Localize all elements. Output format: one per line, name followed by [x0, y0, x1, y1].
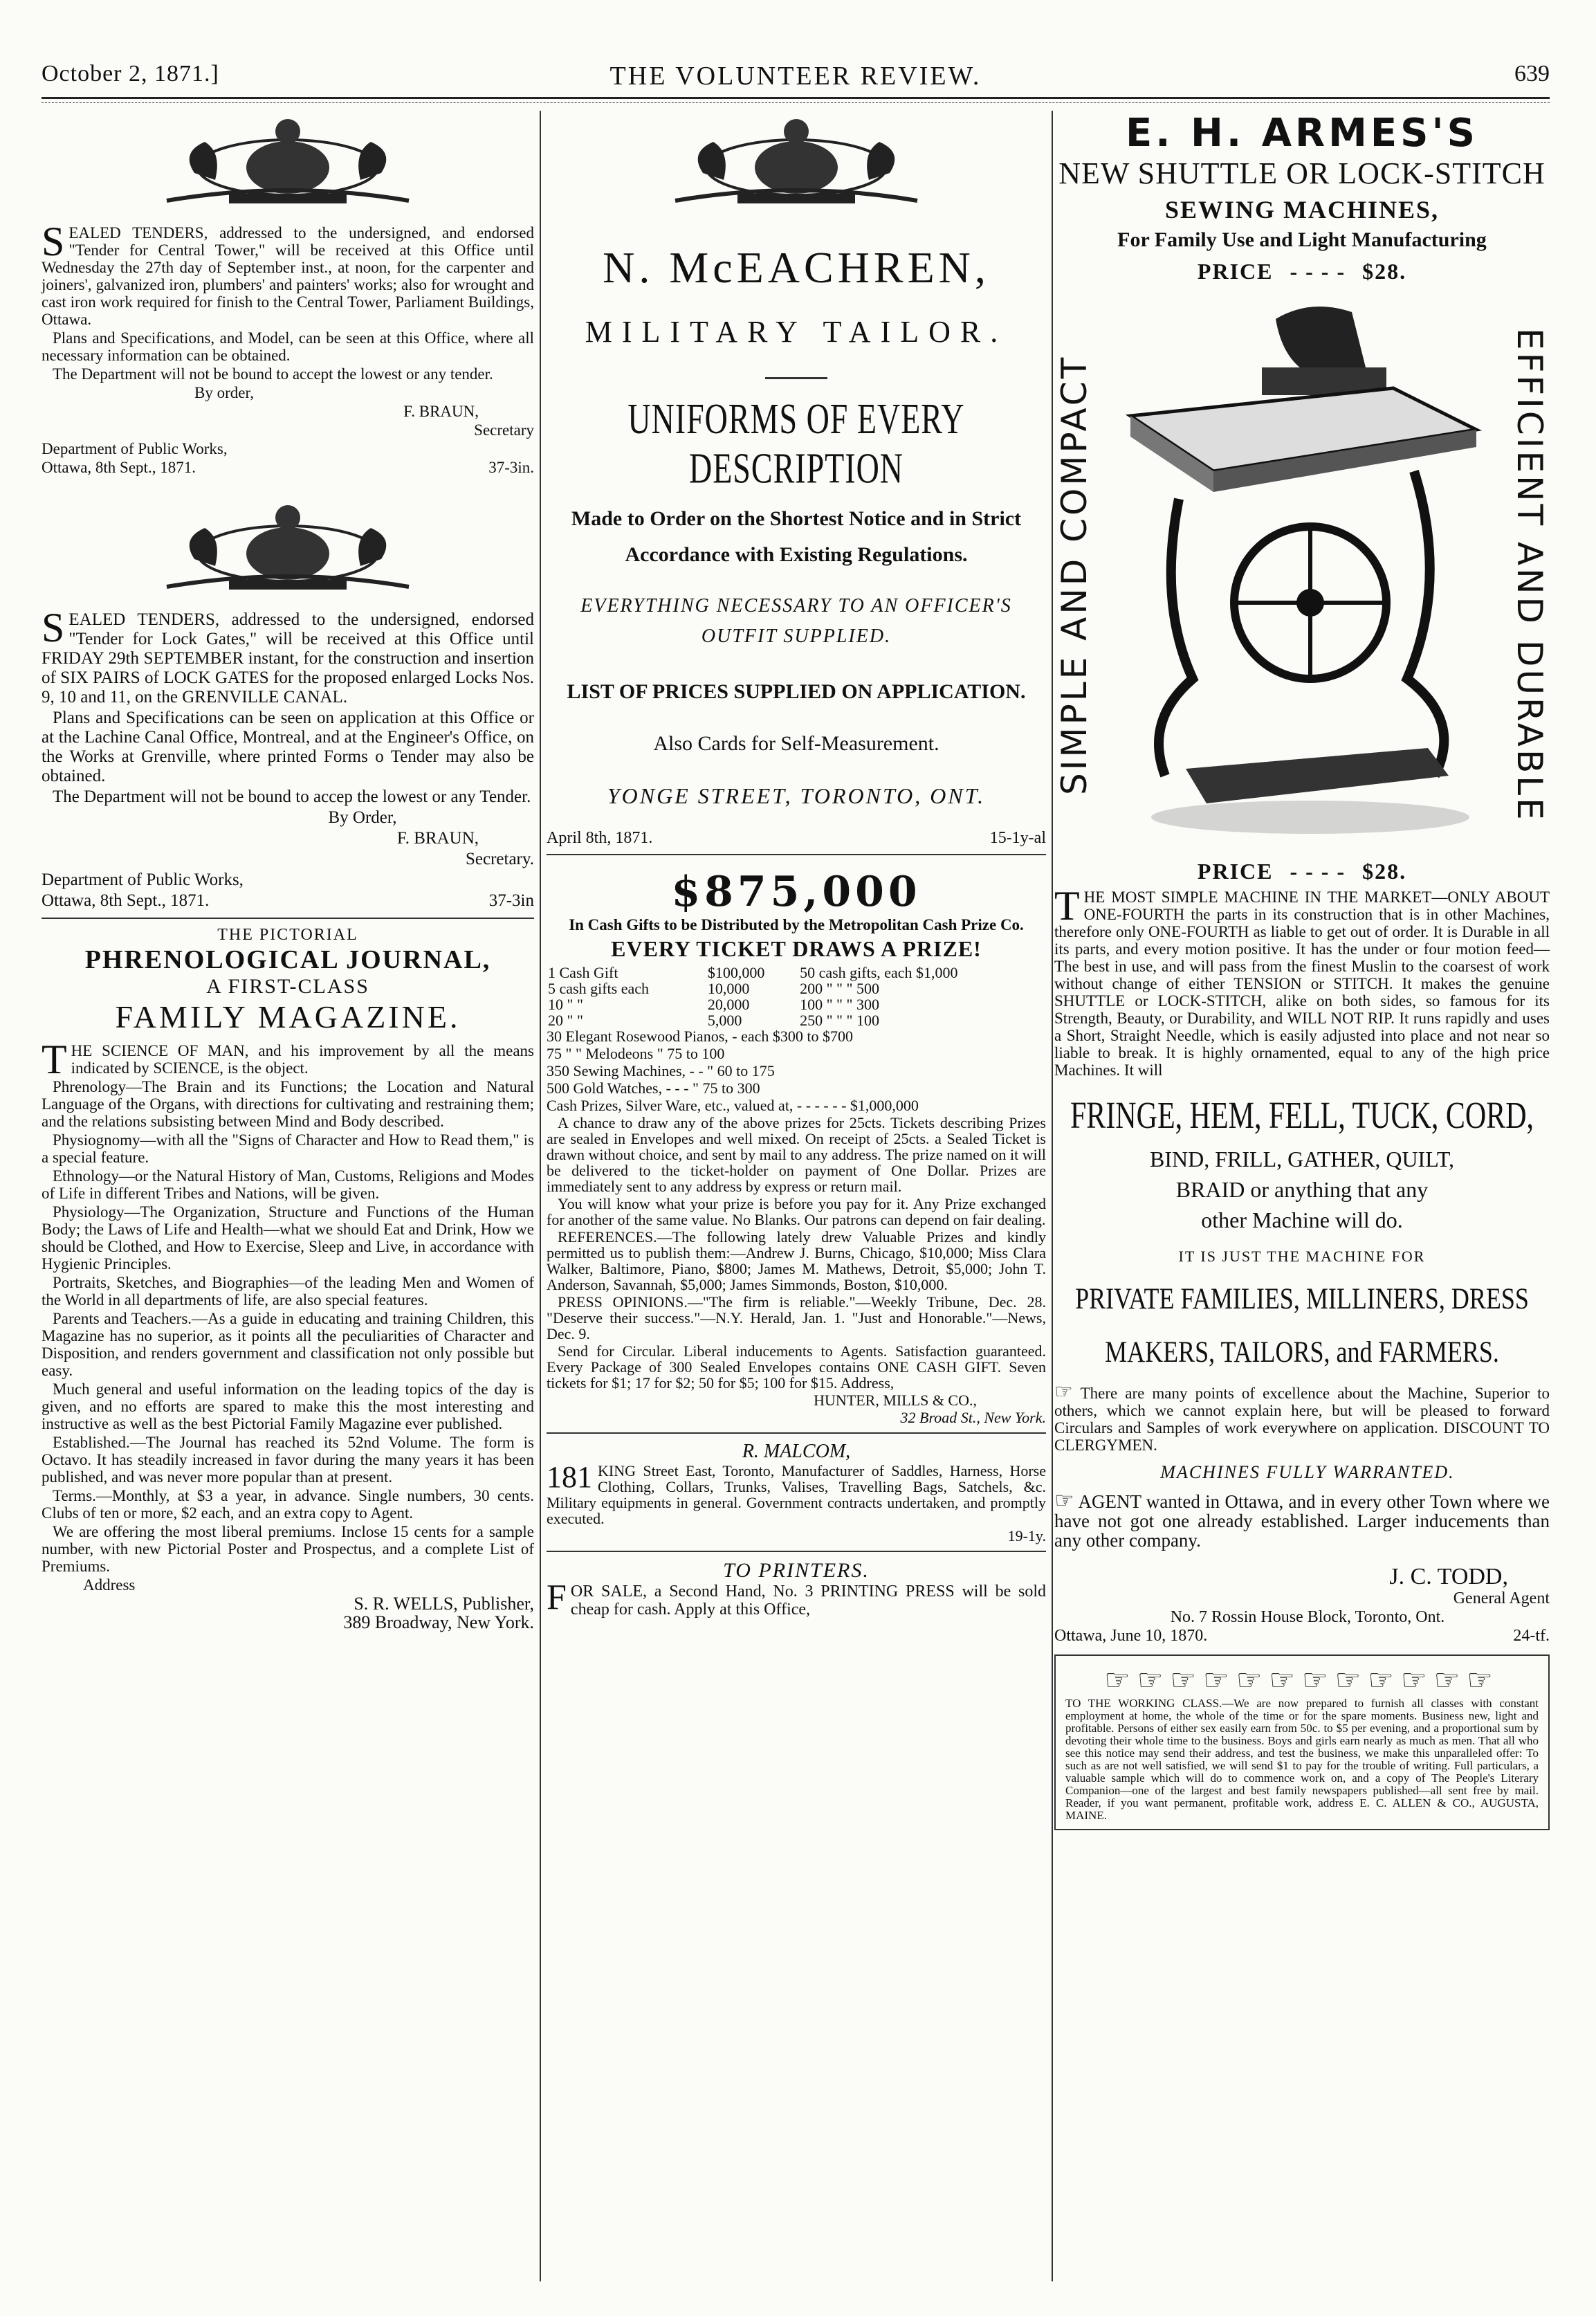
sewing-machine-illustration: SIMPLE AND COMPACT EFFICIENT AND DURABLE	[1054, 291, 1550, 859]
royal-arms-emblem	[139, 111, 437, 215]
tailor-name: N. McEACHREN,	[603, 243, 990, 292]
divider	[547, 854, 1046, 855]
prize-table: 1 Cash Gift $100,000 50 cash gifts, each $1,000 5 cash gifts each 10,000 200 " " " 500 10 " " 20,000 100 " " " 300 20 " " 5,000 250 " " " 100	[548, 964, 958, 1029]
tailor-ad: N. McEACHREN, MILITARY TAILOR. UNIFORMS OF EVERY DESCRIPTION Made to Order on the Shortest Notice and in Strict Accordance with Existing Regulations. EVERYTHING NECESSARY TO AN OFFICER'S OUTFIT SUPPLIED. LIST OF PRICES SUPPLIED ON APPLICATION. Also Cards for Self-Measurement. YONGE STREET, TORONTO, ONT. April 8th, 1871. 15-1y-al	[547, 243, 1046, 847]
pointing-hand-icon: ☞	[1054, 1488, 1074, 1513]
price-line: PRICE - - - - $28.	[1197, 259, 1407, 284]
divider	[547, 1432, 1046, 1434]
hand-icons-row: ☞☞☞☞☞☞☞☞☞☞☞☞	[1104, 1665, 1500, 1697]
machine-description: THE MOST SIMPLE MACHINE IN THE MARKET—ONLY ABOUT ONE-FOURTH the parts in its construction that is in other Machines, therefore only ONE-FOURTH as liable to get out of order. It is Durable in all its parts, and every motion positive. It has the under or four motion feed—The best in use, and will pass from the finest Muslin to the coarsest of work without change of either TENSION or STITCH. It makes the genuine SHUTTLE or LOCK-STITCH, alike on both sides, so famous for its Strength, Beauty, or Durability, and WILL NOT RIP. It runs rapidly and uses a Short, Straight Needle, which is easily adjusted into place and not near so liable to break. It is highly ornamented, equal to any of the high price Machines. It will	[1054, 883, 1550, 1079]
divider	[42, 918, 534, 919]
pointing-hand-icon: ☞	[1054, 1380, 1073, 1403]
divider	[547, 1551, 1046, 1552]
masthead: THE VOLUNTEER REVIEW.	[609, 62, 982, 91]
printers-ad: TO PRINTERS. FOR SALE, a Second Hand, No. 3 PRINTING PRESS will be sold cheap for cash. Apply at this Office,	[547, 1559, 1046, 1619]
tender-ad-lock-gates: SEALED TENDERS, addressed to the undersigned, endorsed "Tender for Lock Gates," will be received at this Office until FRIDAY 29th SEPTEMBER instant, for the construction and insertion of SIX PAIRS of LOCK GATES for the proposed enlarged Locks Nos. 9, 10 and 11, on the GRENVILLE CANAL. Plans and Specifications can be seen on application at this Office or at the Lachine Canal Office, Montreal, and at the Engineer's Office, on the Works at Grenville, where printed Forms o Tender may also be obtained. The Department will not be bound to accep the lowest or any Tender. By Order, F. BRAUN, Secretary. Department of Public Works, Ottawa, 8th Sept., 1871. 37-3in	[42, 605, 534, 910]
lottery-ad: $875,000 In Cash Gifts to be Distributed by the Metropolitan Cash Prize Co. EVERY TICKET DRAWS A PRIZE! 1 Cash Gift $100,000 50 cash gifts, each $1,000 5 cash gifts each 10,000 200 " " " 500 10 " " 20,000 100 " " " 300 20 " " 5,000 250 " " " 100 30 Elegant Rosewood Pianos, - each $300 to $700 75 " " Melodeons " 75 to 100 350 Sewing Machines, - - " 60 to 175 500 Gold Watches, - - - " 75 to 300 Cash Prizes, Silver Ware, etc., valued at, - - - - - - $1,000,000 A chance to draw any of the above prizes for 25cts. Tickets describing Prizes are sealed in Envelopes and well mixed. On receipt of 25cts. a Sealed Ticket is drawn without choice, and sent by mail to any address. The prize named on it will be delivered to the ticket-holder on payment of One Dollar. Prizes are immediately sent to any address by express or return mail. You will know what your prize is before you pay for it. Any Prize exchanged for another of the same value. No Blanks. Our patrons can depend on fair dealing. REFERENCES.—The following lately drew Valuable Prizes and kindly permitted us to publish them:—Andrew J. Burns, Chicago, $10,000; Miss Clara Walker, Baltimore, Piano, $800; James M. Mathews, Detroit, $5,000; John T. Anderson, Savannah, $5,000; James Simmonds, Boston, $10,000. PRESS OPINIONS.—"The firm is reliable."—Weekly Tribune, Dec. 28. "Deserve their success."—N.Y. Herald, Jan. 1. "Just and Honorable."—News, Dec. 9. Send for Circular. Liberal inducements to Agents. Satisfaction guaranteed. Every Package of 300 Sealed Envelopes contains ONE CASH GIFT. Seven tickets for $1; 17 for $2; 50 for $5; 100 for $15. Address, HUNTER, MILLS & CO., 32 Broad St., New York.	[547, 868, 1046, 1426]
malcom-ad: R. MALCOM, 181 KING Street East, Toronto, Manufacturer of Saddles, Harness, Horse Clothing, Collars, Trunks, Valises, Travelling Bags, Satchels, &c. Military equipments in general. Government contracts undertaken, and promptly executed. 19-1y.	[547, 1441, 1046, 1544]
phrenological-journal-ad: THE PICTORIAL PHRENOLOGICAL JOURNAL, A FIRST-CLASS FAMILY MAGAZINE. THE SCIENCE OF MAN, and his improvement by all the means indicated by SCIENCE, is the object. Phrenology—The Brain and its Functions; the Location and Natural Language of the Organs, with directions for cultivating and restraining them; and the relations subsisting between Mind and Body described. Physiognomy—with all the "Signs of Character and How to Read them," is a special feature. Ethnology—or the Natural History of Man, Customs, Religions and Modes of Life in different Tribes and Nations, will be given. Physiology—The Organization, Structure and Functions of the Human Body; the Laws of Life and Health—what we should Eat and Drink, How we should be Clothed, and How to Exercise, Sleep and Live, in accordance with Hygienic Principles. Portraits, Sketches, and Biographies—of the leading Men and Women of the World in all departments of life, are also special features. Parents and Teachers.—As a guide in educating and training Children, this Magazine has no superior, as it points all the peculiarities of Character and Disposition, and renders government and classification not only possible but easy. Much general and useful information on the leading topics of the day is given, and no efforts are spared to make this the most interesting and instructive as well as the best Pictorial Family Magazine ever published. Established.—The Journal has reached its 52nd Volume. The form is Octavo. It has steadily increased in favor during the many years it has been published, and was never more popular than at present. Terms.—Monthly, at $3 a year, in advance. Single numbers, 30 cents. Clubs of ten or more, $2 each, and an extra copy to Agent. We are offering the most liberal premiums. Inclose 15 cents for a sample number, with new Pictorial Poster and Prospectus, and a complete List of Premiums. Address S. R. WELLS, Publisher, 389 Broadway, New York.	[42, 926, 534, 1632]
header-rule	[42, 97, 1550, 99]
column-left	[42, 111, 534, 2281]
issue-date: October 2, 1871.]	[42, 61, 219, 86]
working-class-ad: ☞☞☞☞☞☞☞☞☞☞☞☞ TO THE WORKING CLASS.—We are now prepared to furnish all classes with constant employment at home, the whole of the time or for the spare moments. Business new, light and profitable. Persons of either sex easily earn from 50c. to $5 per evening, and a proportional sum by devoting their whole time to the business. Boys and girls earn nearly as much as men. That all who see this notice may send their address, and test the business, we make this unparalleled offer: To such as are not well satisfied, we will send $1 to pay for the trouble of writing. Full particulars, a valuable sample which will do to commence work on, and a copy of The People's Literary Companion—one of the largest and best family newspapers published—all sent free by mail. Reader, if you want permanent, profitable work, address E. C. ALLEN & CO., AUGUSTA, MAINE.	[1054, 1654, 1550, 1830]
column-middle	[547, 111, 1046, 2281]
page-number: 639	[1514, 61, 1550, 86]
price-line: PRICE - - - - $28.	[1197, 859, 1407, 884]
column-right: E. H. ARMES'S NEW SHUTTLE OR LOCK-STITCH SEWING MACHINES, For Family Use and Light Manufacturing PRICE - - - - $28. SIMPLE AND COMPACT EFFICIENT AND DURABLE PRICE - - - - $28. THE MOST SIMPLE MACHINE IN THE MARKET—ONLY ABOUT ONE-FOURTH the parts in its construction that is in other Machines, therefore only ONE-FOURTH as liable to get out of order. It is Durable in all its parts, and every motion positive. It has the under or four motion feed—The best in use, and will pass from the finest Muslin to the coarsest of work without change of either TENSION or STITCH. It makes the genuine SHUTTLE or LOCK-STITCH, alike on both sides, so famous for its Strength, Beauty, or Durability, and WILL NOT RIP. It runs rapidly and uses a Short, Straight Needle, which is easily adjusted into place and not near so liable to break. It is highly ornamented, equal to any of the high price Machines. It will FRINGE, HEM, FELL, TUCK, CORD, BIND, FRILL, GATHER, QUILT, BRAID or anything that any other Machine will do. IT IS JUST THE MACHINE FOR PRIVATE FAMILIES, MILLINERS, DRESS MAKERS, TAILORS, and FARMERS. ☞ There are many points of excellence about the Machine, Superior to others, which we cannot explain here, but will be pleased to forward Circulars and Samples of work everywhere on application. DISCOUNT TO CLERGYMEN. MACHINES FULLY WARRANTED. ☞ AGENT wanted in Ottawa, and in every other Town where we have not got one already established. Larger inducements than any other company. J. C. TODD, General Agent No. 7 Rossin House Block, Toronto, Ont. Ottawa, June 10, 1870. 24-tf. ☞☞☞☞☞☞☞☞☞☞☞☞ TO THE WORKING CLASS.—We are now prepared to furnish all classes with constant employment at home, the whole of the time or for the spare moments. Business new, light and profitable. Persons of either sex easily earn from 50c. to $5 per evening, and a proportional sum by devoting their whole time to the business. Boys and girls earn nearly as much as men. That all who see this notice may send their address, and test the business, we make this unparalleled offer: To such as are not well satisfied, we will send $1 to pay for the trouble of writing. Full particulars, a valuable sample which will do to commence work on, and a copy of The People's Literary Companion—one of the largest and best family newspapers published—all sent free by mail. Reader, if you want permanent, profitable work, address E. C. ALLEN & CO., AUGUSTA, MAINE.	[1045, 111, 1550, 2281]
brand-title: E. H. ARMES'S	[1126, 111, 1478, 156]
tender-ad-central-tower: SEALED TENDERS, addressed to the undersigned, and endorsed "Tender for Central Tower," will be received at this Office until Wednesday the 27th day of September inst., at noon, for the carpenter and joiners', galvanized iron, plumbers' and painters' works; also for wrought and cast iron work required for finish to the Central Tower, Parliament Buildings, Ottawa. Plans and Specifications, and Model, can be seen at this Office, where all necessary information can be obtained. The Department will not be bound to accept the lowest or any tender. By order, F. BRAUN, Secretary Department of Public Works, Ottawa, 8th Sept., 1871. 37-3in.	[42, 219, 534, 476]
royal-arms-emblem	[648, 111, 945, 215]
column-divider	[540, 111, 541, 2281]
royal-arms-emblem	[139, 497, 437, 601]
page-header	[42, 61, 1550, 95]
sewing-machine-image	[1103, 291, 1490, 845]
header-rule-dashed	[42, 102, 1550, 103]
